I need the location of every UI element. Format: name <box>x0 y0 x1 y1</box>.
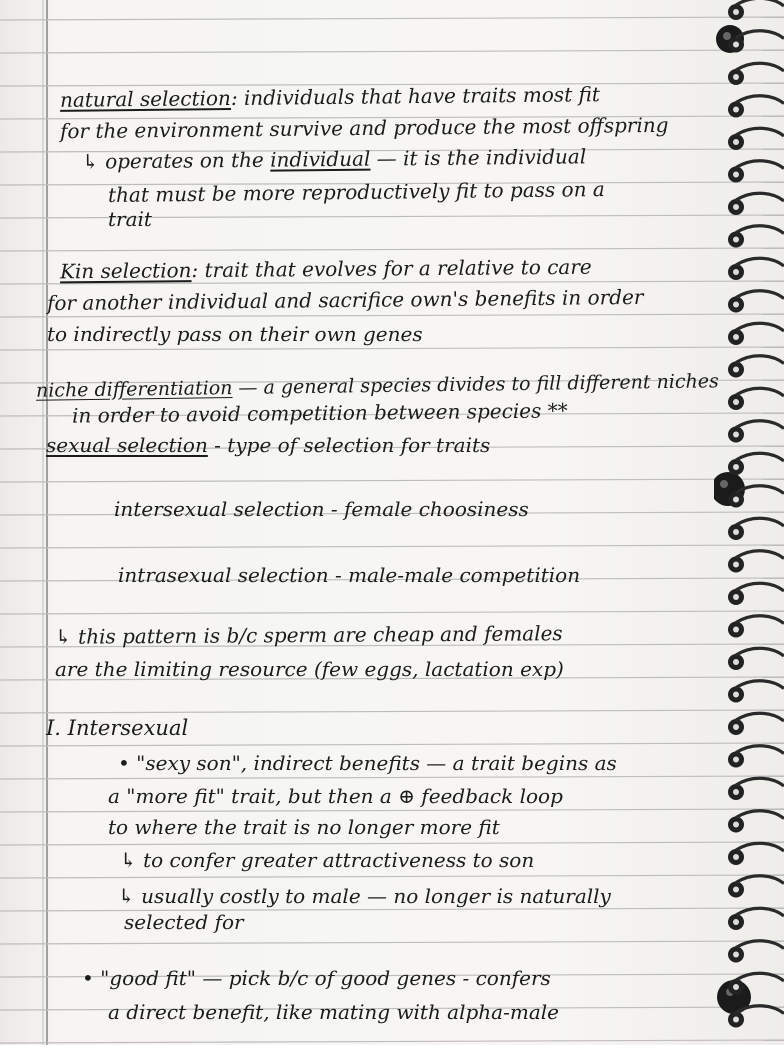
bullet1-line-4: ↳ to confer greater attractiveness to son <box>120 848 535 872</box>
sexual-line-1 <box>46 433 490 457</box>
bullet1-line-6: selected for <box>124 910 244 934</box>
kin-line-3: to indirectly pass on their own genes <box>47 322 423 346</box>
sexual-line-1-rest: - type of selection for traits <box>207 433 491 457</box>
intersexual-line: intersexual selection - female choosiness <box>114 497 529 521</box>
kin-line-2: for another individual and sacrifice own's benefits in order <box>46 284 644 316</box>
bullet1-line-3: to where the trait is no longer more fit <box>108 815 500 839</box>
bullet2-line-1: • "good fit" — pick b/c of good genes - confers <box>82 966 551 990</box>
sexual-selection-term: sexual selection <box>46 433 208 457</box>
natural-line-5: trait <box>108 207 152 231</box>
pattern-line-2: are the limiting resource (few eggs, lactation exp) <box>55 657 564 681</box>
bullet1-line-1: • "sexy son", indirect benefits — a trait begins as <box>118 751 617 775</box>
individual-term: individual <box>270 146 371 172</box>
bullet2-line-2: a direct benefit, like mating with alpha-male <box>108 1000 559 1024</box>
section-heading: I. Intersexual <box>46 716 189 740</box>
pattern-line-1: ↳ this pattern is b/c sperm are cheap and females <box>54 621 563 649</box>
natural-selection-term: natural selection <box>59 86 231 112</box>
kin-line-1-rest: : trait that evolves for a relative to care <box>191 254 592 283</box>
bullet1-line-5: ↳ usually costly to male — no longer is naturally <box>118 884 611 908</box>
natural-line-3-post: — it is the individual <box>370 144 587 171</box>
niche-line-1-rest: — a general species divides to fill different niches <box>232 370 719 400</box>
intrasexual-line: intrasexual selection - male-male competition <box>118 563 581 587</box>
natural-line-3-pre: ↳ operates on the <box>81 147 271 174</box>
kin-selection-term: Kin selection <box>59 258 192 284</box>
bullet1-line-2: a "more fit" trait, but then a ⊕ feedback loop <box>108 784 563 808</box>
natural-line-1-rest: : individuals that have traits most fit <box>230 82 601 111</box>
spiral-binding <box>724 0 784 1045</box>
niche-term: niche differentiation <box>35 377 233 402</box>
natural-line-4: that must be more reproductively fit to pass on a <box>107 176 605 208</box>
natural-line-2: for the environment survive and produce the most offspring <box>59 112 669 144</box>
kin-line-1 <box>60 255 592 284</box>
niche-line-2: in order to avoid competition between species ** <box>71 398 568 428</box>
